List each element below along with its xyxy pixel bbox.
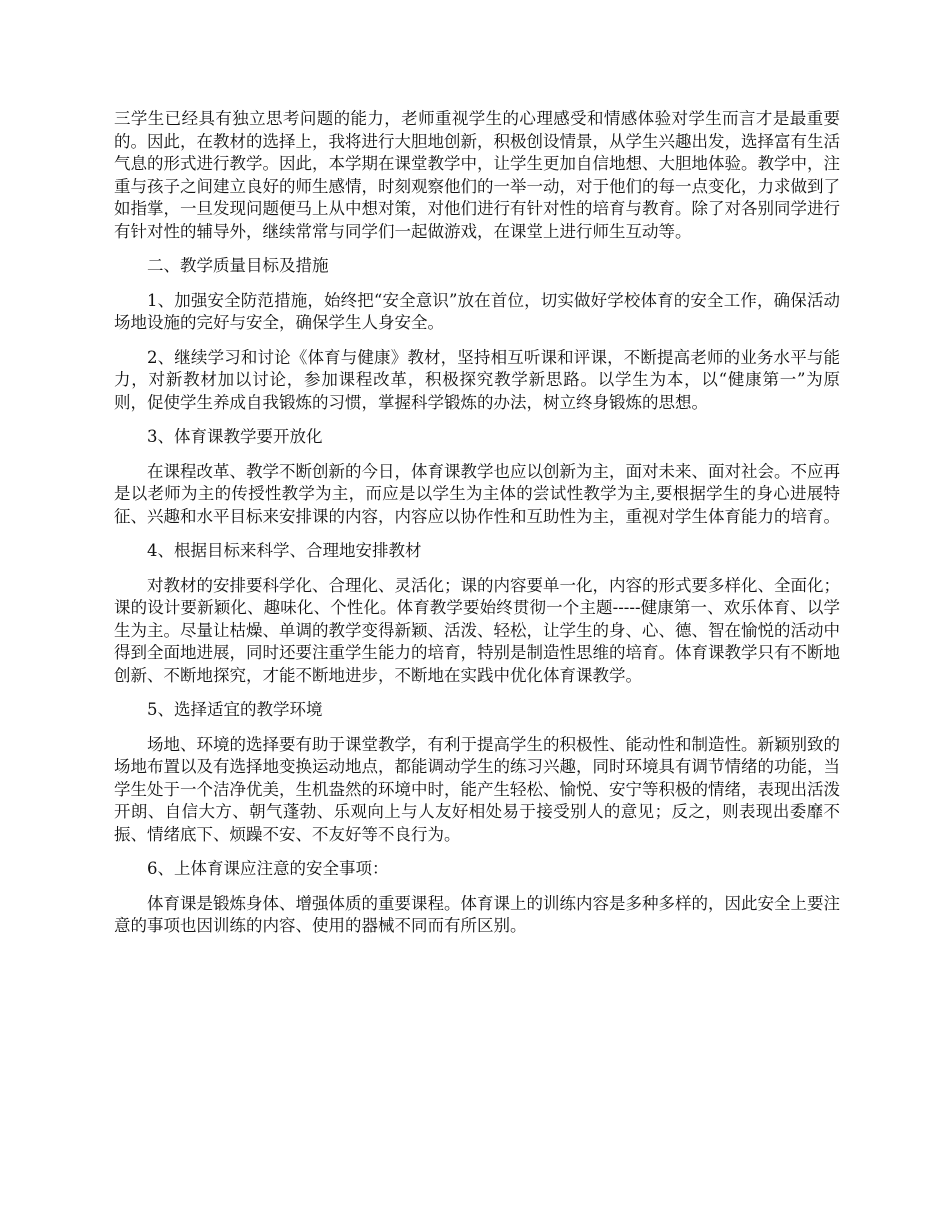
paragraph-textbook-study: 2、继续学习和讨论《体育与健康》教材，坚持相互听课和评课，不断提高老师的业务水平与能力，对新教材加以讨论，参加课程改革，积极探究教学新思路。以学生为本，以“健康第一”为原则，促使学生养成自我锻炼的习惯，掌握科学锻炼的办法，树立终身锻炼的思想。	[114, 347, 840, 412]
document-page	[114, 108, 840, 950]
paragraph-arrange-materials: 对教材的安排要科学化、合理化、灵活化；课的内容要单一化，内容的形式要多样化、全面化；课的设计要新颖化、趣味化、个性化。体育教学要始终贯彻一个主题-----健康第一、欢乐体育、以学生为主。尽量让枯燥、单调的教学变得新颖、活泼、轻松，让学生的身、心、德、智在愉悦的活动中得到全面地进展，同时还要注重学生能力的培育，特别是制造性思维的培育。体育课教学只有不断地创新、不断地探究，才能不断地进步，不断地在实践中优化体育课教学。	[114, 575, 840, 685]
paragraph-safety-notes: 体育课是锻炼身体、增强体质的重要课程。体育课上的训练内容是多种多样的，因此安全上要注意的事项也因训练的内容、使用的器械不同而有所区别。	[114, 893, 840, 935]
section-heading-open-teaching: 3、体育课教学要开放化	[147, 427, 323, 446]
paragraph-intro: 三学生已经具有独立思考问题的能力，老师重视学生的心理感受和情感体验对学生而言才是最重要的。因此，在教材的选择上，我将进行大胆地创新，积极创设情景，从学生兴趣出发，选择富有生活气息的形式进行教学。因此，本学期在课堂教学中，让学生更加自信地想、大胆地体验。教学中，注重与孩子之间建立良好的师生感情，时刻观察他们的一举一动，对于他们的每一点变化，力求做到了如指掌，一旦发现问题便马上从中想对策，对他们进行有针对性的培育与教育。除了对各别同学进行有针对性的辅导外，继续常常与同学们一起做游戏，在课堂上进行师生互动等。	[114, 109, 840, 241]
section-heading-arrange-materials: 4、根据目标来科学、合理地安排教材	[147, 541, 422, 560]
paragraph-open-teaching: 在课程改革、教学不断创新的今日，体育课教学也应以创新为主，面对未来、面对社会。不应再是以老师为主的传授性教学为主，而应是以学生为主体的尝试性教学为主,要根据学生的身心进展特征、兴趣和水平目标来安排课的内容，内容应以协作性和互助性为主，重视对学生体育能力的培育。	[114, 461, 840, 526]
paragraph-environment: 场地、环境的选择要有助于课堂教学，有利于提高学生的积极性、能动性和制造性。新颖别致的场地布置以及有选择地变换运动地点，都能调动学生的练习兴趣，同时环境具有调节情绪的功能，当学生处于一个洁净优美，生机盎然的环境中时，能产生轻松、愉悦、安宁等积极的情绪，表现出活泼开朗、自信大方、朝气蓬勃、乐观向上与人友好相处易于接受别人的意见；反之，则表现出委靡不振、情绪底下、烦躁不安、不友好等不良行为。	[114, 734, 840, 844]
section-heading-environment: 5、选择适宜的教学环境	[147, 700, 323, 719]
section-heading-safety-notes: 6、上体育课应注意的安全事项：	[147, 859, 389, 878]
paragraph-safety-measures: 1、加强安全防范措施，始终把“安全意识”放在首位，切实做好学校体育的安全工作，确保活动场地设施的完好与安全，确保学生人身安全。	[114, 290, 840, 332]
section-heading-quality-goals: 二、教学质量目标及措施	[147, 256, 329, 275]
